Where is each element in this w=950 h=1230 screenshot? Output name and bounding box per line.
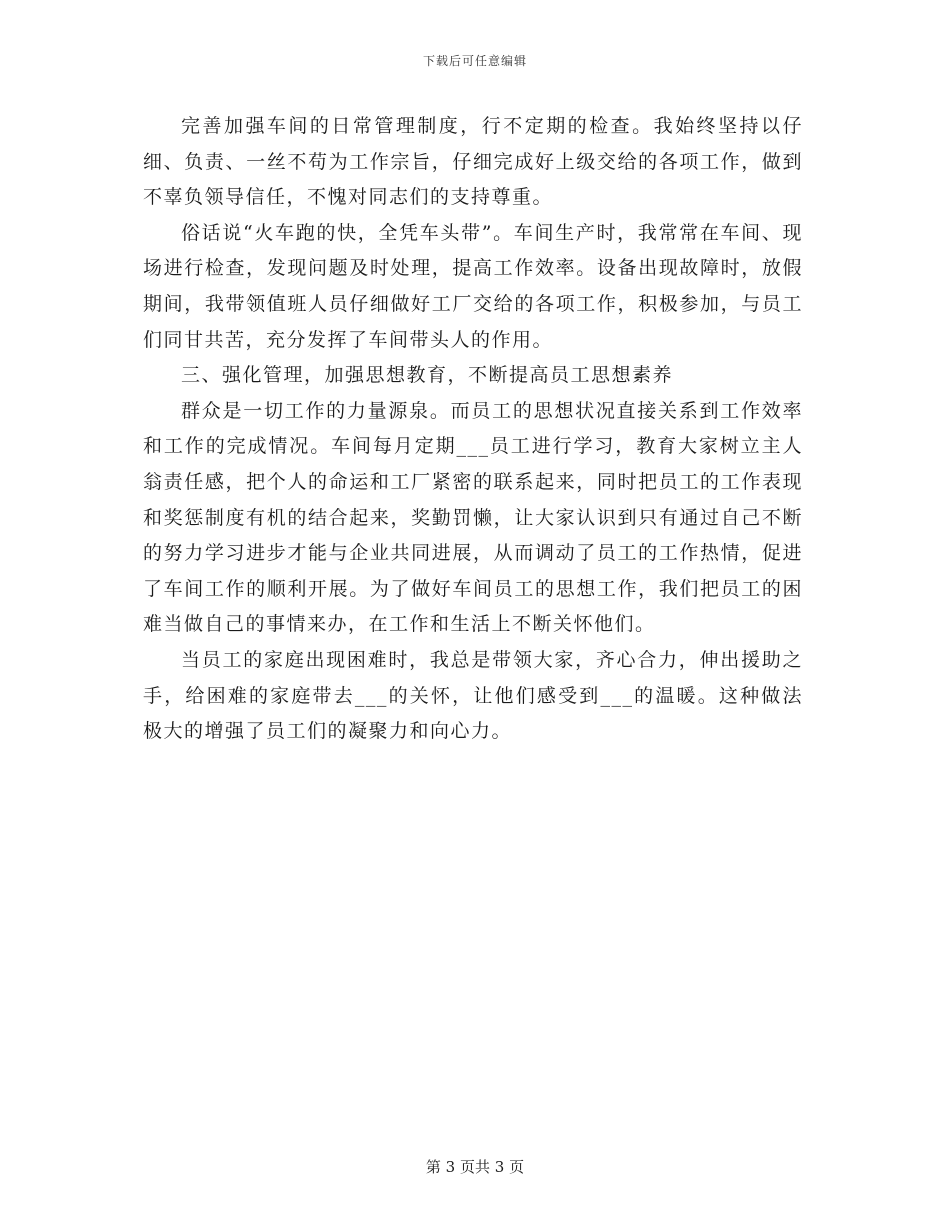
- paragraph-leading-by-example: 俗话说“火车跑的快，全凭车头带”。车间生产时，我常常在车间、现场进行检查，发现问题及时处理，提高工作效率。设备出现故障时，放假期间，我带领值班人员仔细做好工厂交给的各项工作，积极参加，与员工们同甘共苦，充分发挥了车间带头人的作用。: [143, 221, 803, 351]
- page-number-footer: 第 3 页共 3 页: [425, 1158, 525, 1176]
- section-heading-ideological-education: 三、强化管理，加强思想教育，不断提高员工思想素养: [181, 364, 674, 387]
- document-body: [143, 109, 803, 750]
- paragraph-management-system: 完善加强车间的日常管理制度，行不定期的检查。我始终坚持以仔细、负责、一丝不苟为工作宗旨，仔细完成好上级交给的各项工作，做到不辜负领导信任，不愧对同志们的支持尊重。: [143, 115, 803, 209]
- page-header: 下载后可任意编辑: [422, 54, 527, 68]
- paragraph-helping-families: 当员工的家庭出现困难时，我总是带领大家，齐心合力，伸出援助之手，给困难的家庭带去___的关怀，让他们感受到___的温暖。这种做法极大的增强了员工们的凝聚力和向心力。: [143, 648, 803, 743]
- paragraph-employee-thinking: 群众是一切工作的力量源泉。而员工的思想状况直接关系到工作效率和工作的完成情况。车间每月定期___员工进行学习，教育大家树立主人翁责任感，把个人的命运和工厂紧密的联系起来，同时把员工的工作表现和奖惩制度有机的结合起来，奖勤罚懒，让大家认识到只有通过自己不断的努力学习进步才能与企业共同进展，从而调动了员工的工作热情，促进了车间工作的顺利开展。为了做好车间员工的思想工作，我们把员工的困难当做自己的事情来办，在工作和生活上不断关怀他们。: [143, 399, 803, 636]
